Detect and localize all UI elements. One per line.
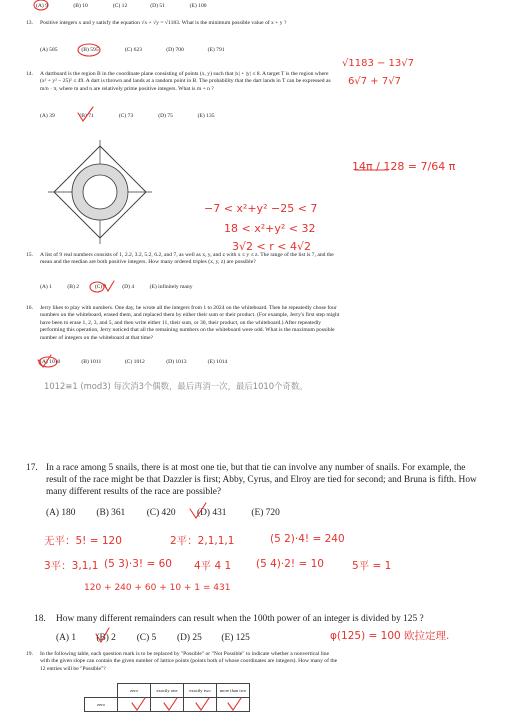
ink-q14-fraction: 14π / 128 = 7/64 π — [352, 160, 456, 173]
q17-choice-b: (B) 361 — [96, 508, 126, 518]
q12-choice-a: (A) 9 — [36, 3, 48, 9]
ink-q17-case2: 2平：2,1,1,1 — [170, 535, 235, 547]
q15-choice-a: (A) 1 — [40, 284, 52, 290]
ink-q18-note: φ(125) = 100 欧拉定理. — [330, 630, 450, 642]
q19-text: In the following table, each question mark is to be replaced by "Possible" or "Not Possible" to indicate whether a nonvertical line with the given slope can contain the given number of lattice points (points both of whose coordinates are integers). How many of the 12 entries will be "Possible"? — [40, 651, 338, 672]
q14-text: A dartboard is the region B in the coordinate plane consisting of points (x, y) such that |x| + |y| ≤ 8. A target T is the region where (x² + y² − 25)² ≤ 49. A dart is thrown and lands at a random point in B. The probability that the dart lands in T can be expressed as m/n · π, where m and n are relatively prime positive integers. What is m + n ? — [40, 71, 331, 92]
q14-number: 14. — [26, 71, 33, 77]
ink-q14-line3: 3√2 < r < 4√2 — [232, 240, 311, 253]
table-check-4 — [228, 698, 241, 710]
q13-choice-c: (C) 623 — [124, 47, 143, 53]
q13-choice-a: (A) 585 — [40, 47, 58, 53]
q18-choice-d: (D) 25 — [177, 633, 202, 643]
q17-choice-c: (C) 420 — [146, 508, 176, 518]
q12-answer-circle — [34, 0, 48, 10]
ink-q13-line1: √1183 − 13√7 — [342, 58, 415, 69]
q16-choice-e: (E) 1014 — [207, 359, 228, 365]
ink-q17-case0: 无平：5! = 120 — [44, 535, 122, 547]
q12-choice-c: (C) 12 — [112, 3, 128, 9]
typed-note: 1012≡1 (mod3) 每次消3个偶数，最后再消一次，最后1010个奇数。 — [44, 381, 308, 391]
q16-choice-a: (A) 1010 — [40, 359, 61, 365]
table-header: zero — [118, 684, 151, 698]
q14-choice-c: (C) 73 — [118, 113, 134, 119]
q13-choice-b: (B) 595 — [81, 47, 99, 53]
table-check-2 — [164, 698, 177, 710]
q18-choice-e: (E) 125 — [221, 633, 250, 643]
ink-q17-total: 120 + 240 + 60 + 10 + 1 = 431 — [84, 583, 231, 593]
q12-choice-e: (E) 100 — [189, 3, 207, 9]
q15-number: 15. — [26, 252, 33, 258]
q18-choice-c: (C) 5 — [136, 633, 157, 643]
ink-q17-case5: 5平 = 1 — [352, 560, 392, 572]
table-check-3 — [196, 698, 209, 710]
q18-choice-a: (A) 1 — [56, 633, 77, 643]
table-header: exactly one — [151, 684, 184, 698]
q15-choice-b: (B) 2 — [67, 284, 80, 290]
q18-choice-b: (B) 2 — [96, 633, 116, 643]
q14-choice-a: (A) 39 — [40, 113, 55, 119]
q14-choice-b: (B) 71 — [79, 113, 94, 119]
q13-answer-circle — [78, 44, 100, 56]
ink-q17-case3: 3平：3,1,1 — [44, 560, 99, 572]
q15-choice-d: (D) 4 — [122, 284, 135, 290]
ink-q17-case4-count: (5 4)·2! = 10 — [256, 558, 324, 570]
q17-choice-e: (E) 720 — [251, 508, 280, 518]
ink-q17-case2-count: (5 2)·4! = 240 — [270, 533, 345, 545]
q16-number: 16. — [26, 305, 33, 311]
q15-answer-check — [104, 281, 114, 291]
q16-choice-c: (C) 1012 — [124, 359, 145, 365]
q16-choice-d: (D) 1013 — [166, 359, 187, 365]
q14-choice-e: (E) 135 — [197, 113, 215, 119]
q18-answer-check — [96, 628, 109, 642]
q15-text: A list of 9 real numbers consists of 1, 2.2, 3.2, 5.2, 6.2, and 7, as well as x, y, and z with x ≤ y ≤ z. The range of the list is 7, and the mean and the median are both positive integers. How many ordered triples (x, y, z) are possible? — [40, 252, 334, 266]
q17-number: 17. — [26, 463, 38, 473]
ink-q17-case4: 4平 4 1 — [194, 560, 232, 572]
q19-number: 19. — [26, 651, 33, 657]
ink-q13-line2: 6√7 + 7√7 — [348, 76, 401, 87]
q14-answer-check — [78, 107, 93, 121]
q18-number: 18. — [34, 614, 46, 624]
table-header: more than two — [217, 684, 250, 698]
q17-text: In a race among 5 snails, there is at most one tie, but that tie can involve any number of snails. For example, the result of the race might be that Dazzler is first; Abby, Cyrus, and Elroy are tied for second; and Bruna is fifth. How many different results of the race are possible? — [46, 463, 477, 498]
q17-answer-check — [190, 503, 206, 518]
q13-number: 13. — [26, 20, 33, 26]
table-check-1 — [132, 698, 145, 710]
q16-text: Jerry likes to play with numbers. One day, he wrote all the integers from 1 to 2024 on the whiteboard. Then he repeatedly chose four numbers on the whiteboard, erased them, and replaced them by either their sum or their product. (For example, Jerry's first step might have been to erase 1, 2, 3, and 5, and then write either 11, their sum, or 30, their product, on the whiteboard.) After repeatedly performing this operation, Jerry noticed that all the remaining numbers on the whiteboard were odd. What is the maximum possible number of integers on the whiteboard at that time? — [40, 305, 340, 341]
table-row-label: zero — [85, 698, 118, 712]
q12-choice-d: (D) 51 — [150, 3, 165, 9]
q15-choice-c: (C) 3 — [94, 284, 107, 290]
q17-choice-a: (A) 180 — [46, 508, 76, 518]
q15-choice-e: (E) infinitely many — [149, 284, 193, 290]
q17-choice-d: (D) 431 — [197, 508, 227, 518]
ink-q14-line1: −7 < x²+y² −25 < 7 — [204, 202, 318, 215]
q12-choice-b: (B) 10 — [73, 3, 88, 9]
q15-answer-circle — [90, 282, 104, 292]
q13-choice-d: (D) 700 — [166, 47, 184, 53]
table-header: exactly two — [184, 684, 217, 698]
ink-q14-line2: 18 < x²+y² < 32 — [224, 222, 316, 235]
q18-text: How many different remainders can result when the 100th power of an integer is divided by 125 ? — [56, 614, 424, 624]
q13-text: Positive integers x and y satisfy the equation √x + √y = √1183. What is the minimum possible value of x + y ? — [40, 20, 287, 26]
ink-q17-case3-count: (5 3)·3! = 60 — [104, 558, 172, 570]
q16-choice-b: (B) 1011 — [81, 359, 102, 365]
q14-choice-d: (D) 75 — [158, 113, 173, 119]
q13-choice-e: (E) 791 — [207, 47, 225, 53]
